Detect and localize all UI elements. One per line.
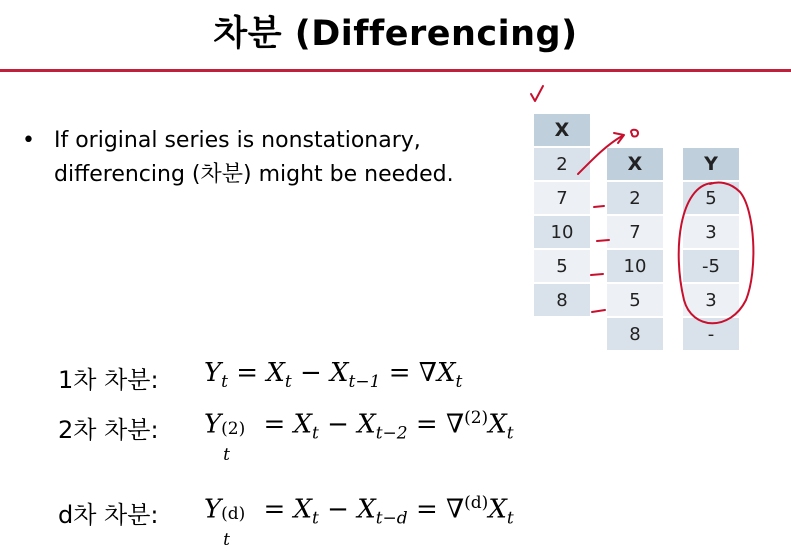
circle-around-y-values bbox=[679, 183, 754, 324]
table-cell: 8 bbox=[607, 318, 663, 352]
table-header: X bbox=[607, 148, 663, 182]
equation-label: 2차 차분: bbox=[58, 416, 159, 444]
shift-arrow-line bbox=[578, 136, 622, 174]
slide-title: 차분 (Differencing) bbox=[213, 14, 578, 54]
table-cell: 10 bbox=[607, 250, 663, 284]
equation-formula: Y (d) t = $X_t - X_{t-d} = \nabla^{(d)}X_t$ bbox=[204, 493, 514, 550]
table-cell: 5 bbox=[607, 284, 663, 318]
small-loop-mark bbox=[631, 130, 638, 137]
table-header: Y bbox=[683, 148, 739, 182]
dash-mark bbox=[597, 240, 609, 241]
nabla-icon: ∇ bbox=[418, 358, 437, 388]
table-cell: -5 bbox=[683, 250, 739, 284]
checkmark-icon bbox=[531, 86, 543, 101]
dash-mark bbox=[591, 274, 603, 275]
nabla-icon: ∇ bbox=[446, 494, 465, 525]
table-cell: 7 bbox=[607, 216, 663, 250]
bullet-marker: • bbox=[22, 128, 35, 153]
equation-label: d차 차분: bbox=[58, 501, 159, 529]
table-cell: - bbox=[683, 318, 739, 352]
bullet-line-1: If original series is nonstationary, bbox=[54, 128, 421, 153]
table-cell: 3 bbox=[683, 284, 739, 318]
equation-formula: $Y_t = X_t - X_{t-1} = \nabla X_t$ bbox=[204, 358, 463, 392]
bullet-line-2: differencing (차분) might be needed. bbox=[54, 162, 454, 187]
dash-mark bbox=[592, 310, 605, 312]
table-cell: 2 bbox=[534, 148, 590, 182]
table-cell: 3 bbox=[683, 216, 739, 250]
dash-mark bbox=[594, 206, 604, 207]
table-cell: 2 bbox=[607, 182, 663, 216]
table-cell: 8 bbox=[534, 284, 590, 318]
table-cell: 7 bbox=[534, 182, 590, 216]
equation-label: 1차 차분: bbox=[58, 366, 159, 394]
table-cell: 5 bbox=[683, 182, 739, 216]
table-cell: 5 bbox=[534, 250, 590, 284]
table-header: X bbox=[534, 114, 590, 148]
nabla-icon: ∇ bbox=[445, 409, 465, 440]
equation-formula: Y (2) t = $X_t - X_{t-2} = \nabla^{(2)}X_t$ bbox=[204, 408, 514, 465]
table-cell: 10 bbox=[534, 216, 590, 250]
